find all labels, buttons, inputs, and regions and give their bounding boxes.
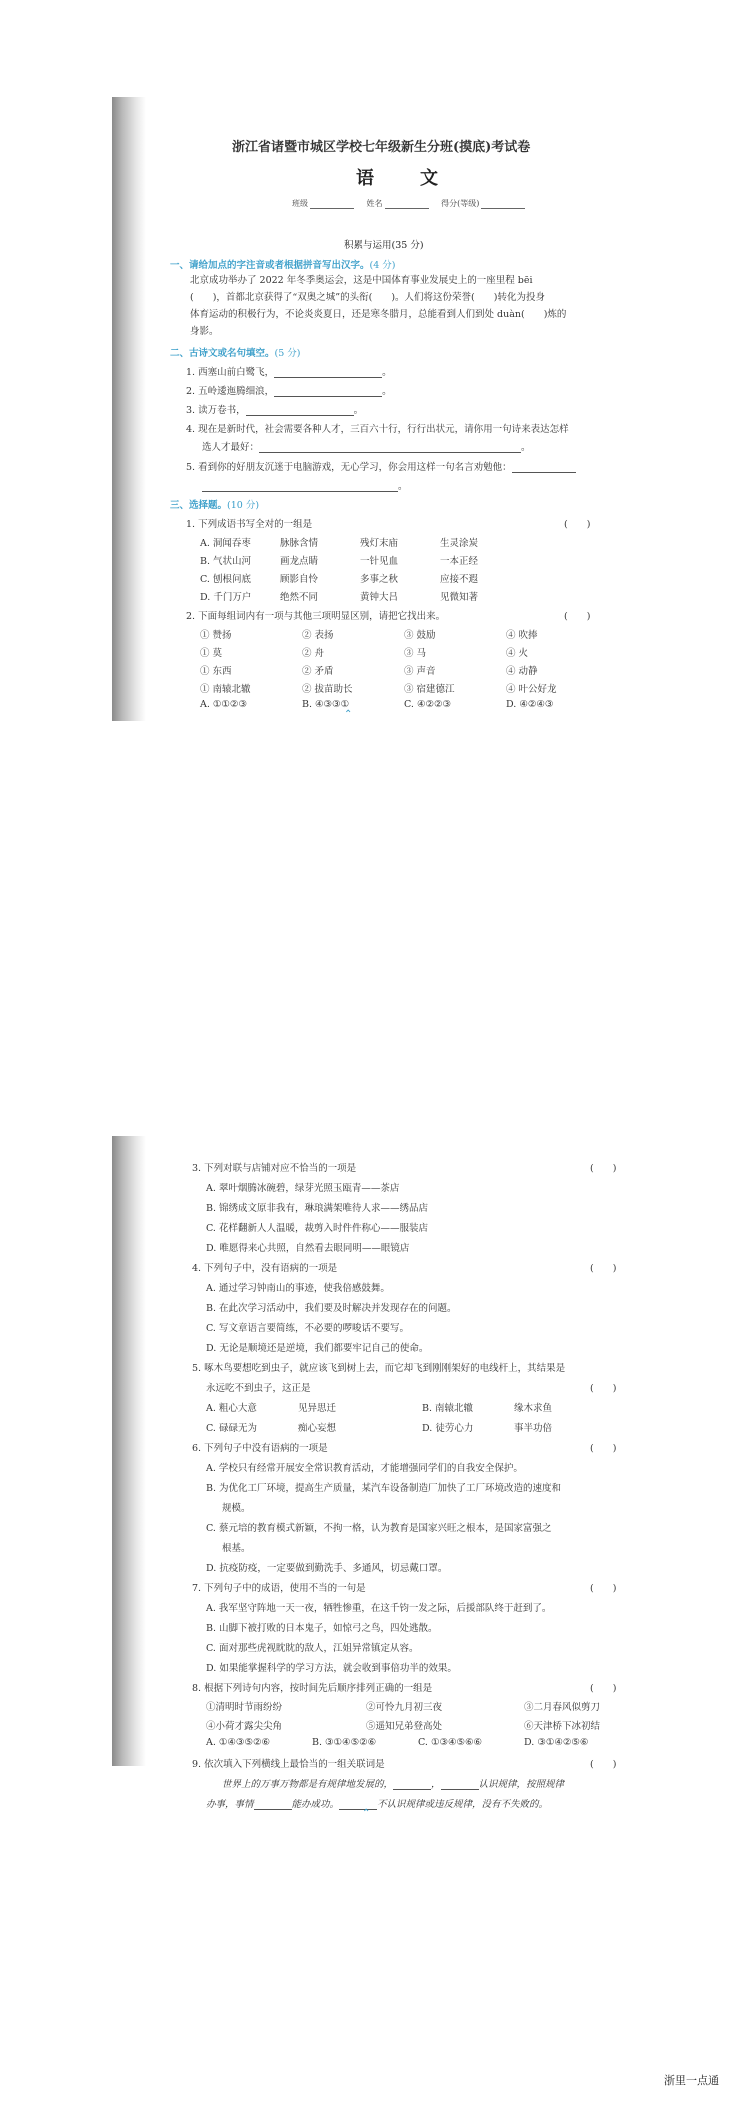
answer-blank[interactable] bbox=[274, 368, 382, 378]
q3-option-C: C. 花样翻新人人温暖，裁剪入时件件称心——服装店 bbox=[206, 1223, 428, 1234]
question-7-stem: 7. 下列句子中的成语，使用不当的一句是 bbox=[192, 1583, 366, 1594]
q4-option-C: C. 写文章语言要简练，不必要的啰唆话不要写。 bbox=[206, 1323, 409, 1334]
question-3-stem: 3. 下列对联与店铺对应不恰当的一项是 bbox=[192, 1163, 357, 1174]
score-blank[interactable] bbox=[481, 200, 525, 209]
q9-passage-line-1: 世界上的万事万物都是有规律地发展的， ， 认识规律，按照规律 bbox=[222, 1779, 565, 1790]
q6-option-C: C. 蔡元培的教育模式新颖，不拘一格，认为教育是国家兴旺之根本，是国家富强之 bbox=[206, 1523, 552, 1534]
q4-option-B: B. 在此次学习活动中，我们要及时解决并发现存在的问题。 bbox=[206, 1303, 457, 1314]
page-binding-shadow bbox=[112, 97, 146, 721]
class-label: 班级 bbox=[292, 199, 308, 208]
question-4-answer-paren[interactable]: ( ) bbox=[590, 1263, 617, 1274]
q6-option-D: D. 抗疫防疫，一定要做到勤洗手、多通风，切忌戴口罩。 bbox=[206, 1563, 448, 1574]
source-watermark: 浙里一点通 bbox=[664, 2074, 719, 2087]
q2-answer-C[interactable]: C. ④②②③ bbox=[404, 699, 452, 710]
q9-blank-4[interactable] bbox=[339, 1800, 377, 1810]
poem-item-4: 4. 现在是新时代，社会需要各种人才，三百六十行，行行出状元，请你用一句诗来表达怎样 bbox=[186, 424, 569, 435]
question-5-stem-cont: 永远吃不到虫子，这正是 bbox=[206, 1383, 311, 1394]
q8-answer-A[interactable]: A. ①④③⑤②⑥ bbox=[206, 1737, 270, 1748]
question-1-answer-paren[interactable]: ( ) bbox=[564, 519, 591, 530]
q9-passage-line-2: 办事，事情 能办成功。 不认识规律或违反规律，没有不失败的。 bbox=[206, 1799, 549, 1810]
q4-option-D: D. 无论是顺境还是逆境，我们都要牢记自己的使命。 bbox=[206, 1343, 429, 1354]
answer-blank[interactable] bbox=[202, 482, 398, 492]
poem-item-5: 5. 看到你的好朋友沉迷于电脑游戏，无心学习，你会用这样一句名言劝勉他： bbox=[186, 459, 576, 473]
q2-answer-B[interactable]: B. ④③③① bbox=[302, 699, 350, 710]
q3-option-D: D. 唯愿得来心共照，自然看去眼同明——眼镜店 bbox=[206, 1243, 410, 1254]
section-1-heading: 一、请给加点的字注音或者根据拼音写出汉字。(4 分) bbox=[170, 260, 396, 271]
exam-title: 浙江省诸暨市城区学校七年级新生分班(摸底)考试卷 bbox=[232, 140, 531, 155]
q7-option-B: B. 山脚下被打败的日本鬼子，如惊弓之鸟，四处逃散。 bbox=[206, 1623, 438, 1634]
q3-option-B: B. 锦绣成文原非我有，琳琅满架唯待人求——绣品店 bbox=[206, 1203, 429, 1214]
poem-item-2: 2. 五岭逶迤腾细浪， 。 bbox=[186, 386, 392, 397]
q6-option-A: A. 学校只有经常开展安全常识教育活动，才能增强同学们的自我安全保护。 bbox=[206, 1463, 523, 1474]
q8-answer-D[interactable]: D. ③①④②⑤⑥ bbox=[524, 1737, 589, 1748]
question-8-stem: 8. 根据下列诗句内容，按时间先后顺序排列正确的一组是 bbox=[192, 1683, 433, 1694]
class-blank[interactable] bbox=[310, 200, 354, 209]
question-5-stem: 5. 啄木鸟要想吃到虫子，就应该飞到树上去，而它却飞到刚刚架好的电线杆上，其结果是 bbox=[192, 1363, 566, 1374]
page-binding-shadow bbox=[112, 1136, 146, 1766]
answer-blank[interactable] bbox=[246, 406, 354, 416]
subject-title: 语 文 bbox=[356, 168, 452, 189]
name-blank[interactable] bbox=[385, 200, 429, 209]
question-9-stem: 9. 依次填入下列横线上最恰当的一组关联词是 bbox=[192, 1759, 385, 1770]
question-2-stem: 2. 下面每组词内有一项与其他三项明显区别，请把它找出来。 bbox=[186, 611, 446, 622]
q8-answer-C[interactable]: C. ①③④⑤⑥⑥ bbox=[418, 1737, 483, 1748]
section-1-line-3: 体育运动的积极行为，不论炎炎夏日，还是寒冬腊月，总能看到人们到处 duàn( )炼的 bbox=[190, 309, 567, 320]
q3-option-A: A. 翠叶烟腾冰碗碧，绿芽光照玉瓯青——茶店 bbox=[206, 1183, 400, 1194]
question-9-answer-paren[interactable]: ( ) bbox=[590, 1759, 617, 1770]
part-title: 积累与运用(35 分) bbox=[344, 240, 424, 251]
q9-blank-1[interactable] bbox=[393, 1780, 431, 1790]
poem-item-4-cont: 选人才最好： 。 bbox=[202, 442, 531, 453]
exam-page-2: 3. 下列对联与店铺对应不恰当的一项是 ( ) A. 翠叶烟腾冰碗碧，绿芽光照玉瓯青——茶店 B. 锦绣成文原非我有，琳琅满架唯待人求——绣品店 C. 花样翻新人人温暖，裁剪入时件件称心——服装店 D. 唯愿得来心共照，自然看去眼同明——眼镜店 4. 下列句子中，没有语病的一项是 ( ) A. 通过学习钟南山的事迹，使我倍感鼓舞。 B. 在此次学习活动中，我们要及时解决并发现存在的问题。 C. 写文章语言要简练，不必要的啰唆话不要写。 D. 无论是顺境还是逆境，我们都要牢记自己的使命。 5. 啄木鸟要想吃到虫子，就应该飞到树上去，而它却飞到刚刚架好的电线杆上，其结果是 永远吃不到虫子，这正是 ( ) A. 粗心大意 见异思迁 B. 南辕北辙 缘木求鱼 C. 碌碌无为 痴心妄想 D. 徒劳心力 事半功倍 6. 下列句子中没有语病的一项是 ( ) A. 学校只有经常开展安全常识教育活动，才能增强同学们的自我安全保护。 B. 为优化工厂环境，提高生产质量，某汽车设备制造厂加快了工厂环境改造的速度和 规模。 C. 蔡元培的教育模式新颖，不拘一格，认为教育是国家兴旺之根本，是国家富强之 根基。 D. 抗疫防疫，一定要做到勤洗手、多通风，切忌戴口罩。 7. 下列句子中的成语，使用不当的一句是 ( ) A. 我军坚守阵地一天一夜，牺牲惨重，在这千钧一发之际，后援部队终于赶到了。 B. 山脚下被打败的日本鬼子，如惊弓之鸟，四处逃散。 C. 面对那些虎视眈眈的敌人，江姐异常镇定从容。 D. 如果能掌握科学的学习方法，就会收到事倍功半的效果。 8. 根据下列诗句内容，按时间先后顺序排列正确的一组是 ( ) ①清明时节雨纷纷 ②可怜九月初三夜 ③二月春风似剪刀 ④小荷才露尖尖角 ⑤遥知兄弟登高处 ⑥天津桥下冰初结 A. ①④③⑤②⑥ B. ③①④⑤②⑥ C. ①③④⑤⑥⑥ D. ③①④②⑤⑥ 9. 依次填入下列横线上最恰当的一组关联词是 ( ) 世界上的万事万物都是有规律地发展的， ， 认识规律，按照规律 办事，事情 能办成功。 不认识规律或违反规律，没有不失败的。 ⌃ bbox=[112, 1136, 642, 1828]
question-6-stem: 6. 下列句子中没有语病的一项是 bbox=[192, 1443, 328, 1454]
score-label: 得分(等级) bbox=[441, 199, 480, 208]
q6-option-C-cont: 根基。 bbox=[222, 1543, 251, 1554]
q7-option-A: A. 我军坚守阵地一天一夜，牺牲惨重，在这千钧一发之际，后援部队终于赶到了。 bbox=[206, 1603, 552, 1614]
section-1-line-4: 身影。 bbox=[190, 326, 219, 337]
answer-blank[interactable] bbox=[274, 387, 382, 397]
student-info-row bbox=[292, 198, 535, 209]
q9-blank-3[interactable] bbox=[254, 1800, 292, 1810]
q6-option-B-cont: 规模。 bbox=[222, 1503, 251, 1514]
q7-option-D: D. 如果能掌握科学的学习方法，就会收到事倍功半的效果。 bbox=[206, 1663, 457, 1674]
poem-item-5-cont: 。 bbox=[202, 478, 408, 492]
question-4-stem: 4. 下列句子中，没有语病的一项是 bbox=[192, 1263, 338, 1274]
q8-answer-B[interactable]: B. ③①④⑤②⑥ bbox=[312, 1737, 377, 1748]
poem-item-1: 1. 西塞山前白鹭飞， 。 bbox=[186, 367, 392, 378]
question-8-answer-paren[interactable]: ( ) bbox=[590, 1683, 617, 1694]
page-fold-caret-icon: ⌃ bbox=[344, 709, 353, 720]
question-2-answer-paren[interactable]: ( ) bbox=[564, 611, 591, 622]
q7-option-C: C. 面对那些虎视眈眈的敌人，江姐异常镇定从容。 bbox=[206, 1643, 419, 1654]
name-label: 姓名 bbox=[366, 199, 383, 208]
exam-page-1: 浙江省诸暨市城区学校七年级新生分班(摸底)考试卷 语 文 班级 姓名 得分(等级) 积累与运用(35 分) 一、请给加点的字注音或者根据拼音写出汉字。(4 分) 北京成功举办了 2022 年冬季奥运会，这是中国体育事业发展史上的一座里程 bēi ( )，首都北京获得了“双奥之城”的头衔( )。人们将这份荣誉( )转化为投身 体育运动的积极行为，不论炎炎夏日，还是寒冬腊月，总能看到人们到处 duàn( )炼的 身影。 二、古诗文或名句填空。(5 分) 1. 西塞山前白鹭飞， 。 2. 五岭逶迤腾细浪， 。 3. 读万卷书， 。 4. 现在是新时代，社会需要各种人才，三百六十行，行行出状元，请你用一句诗来表达怎样 选人才最好： 。 5. 看到你的好朋友沉迷于电脑游戏，无心学习，你会用这样一句名言劝勉他： 。 三、选择题。(10 分) 1. 下列成语书写全对的一组是 ( ) A. 洞闻吞枣 脉脉含情 残灯末庙 生灵涂炭 B. 气状山河 画龙点睛 一针见血 一本正经 C. 刨根问底 顾影自怜 多事之秋 应接不遐 D. 千门万户 绝然不同 黄钟大吕 见微知著 2. 下面每组词内有一项与其他三项明显区别，请把它找出来。 ( ) ① 赞扬 ② 表扬 ③ 鼓励 ④ 吹捧 ① 莫 ② 舟 ③ 马 ④ 火 ① 东西 ② 矛盾 ③ 声音 ④ 动静 ① 南辕北辙 ② 拔苗助长 ③ 宿建德江 ④ 叶公好龙 A. ①①②③ B. ④③③① C. ④②②③ D. ④②④③ ⌃ bbox=[112, 97, 615, 721]
question-3-answer-paren[interactable]: ( ) bbox=[590, 1163, 617, 1174]
answer-blank[interactable] bbox=[512, 463, 576, 473]
q2-answer-D[interactable]: D. ④②④③ bbox=[506, 699, 554, 710]
q4-option-A: A. 通过学习钟南山的事迹，使我倍感鼓舞。 bbox=[206, 1283, 390, 1294]
section-1-line-2: ( )，首都北京获得了“双奥之城”的头衔( )。人们将这份荣誉( )转化为投身 bbox=[190, 292, 545, 303]
section-3-heading: 三、选择题。(10 分) bbox=[170, 500, 260, 511]
answer-blank[interactable] bbox=[259, 443, 521, 453]
question-1-stem: 1. 下列成语书写全对的一组是 bbox=[186, 519, 313, 530]
question-6-answer-paren[interactable]: ( ) bbox=[590, 1443, 617, 1454]
q6-option-B: B. 为优化工厂环境，提高生产质量，某汽车设备制造厂加快了工厂环境改造的速度和 bbox=[206, 1483, 562, 1494]
poem-item-3: 3. 读万卷书， 。 bbox=[186, 405, 364, 416]
q2-answer-A[interactable]: A. ①①②③ bbox=[200, 699, 247, 710]
page-fold-caret-icon: ⌃ bbox=[362, 1808, 371, 1819]
question-5-answer-paren[interactable]: ( ) bbox=[590, 1383, 617, 1394]
section-1-line-1: 北京成功举办了 2022 年冬季奥运会，这是中国体育事业发展史上的一座里程 bēi bbox=[190, 275, 533, 286]
question-7-answer-paren[interactable]: ( ) bbox=[590, 1583, 617, 1594]
section-2-heading: 二、古诗文或名句填空。(5 分) bbox=[170, 348, 301, 359]
q9-blank-2[interactable] bbox=[441, 1780, 479, 1790]
